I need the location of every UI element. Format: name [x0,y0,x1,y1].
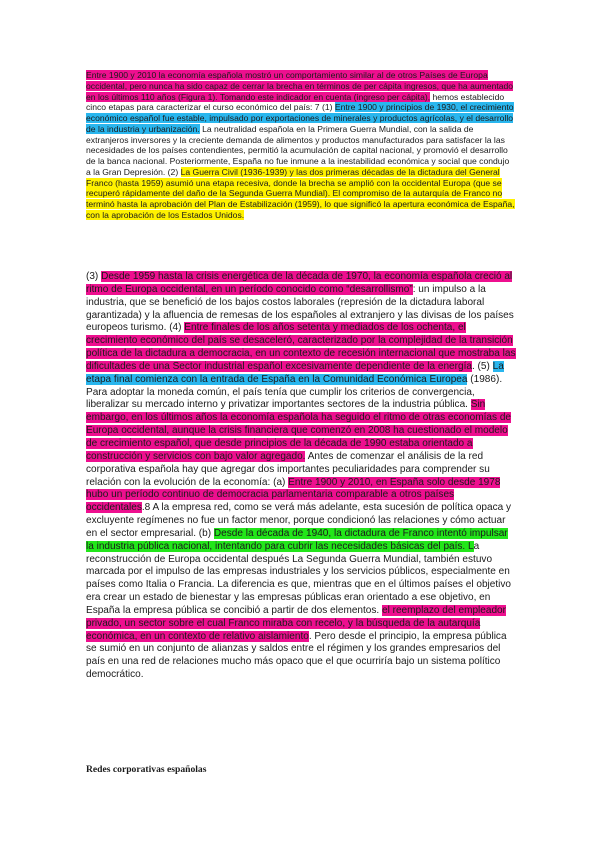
text-segment: . (5) [471,360,493,372]
highlighted-text-magenta: Sin embargo, en los últimos años la economía española ha seguido el ritmo de otras economías de Europa occidental, aunque la crisis financiera que comenzó en 2008 ha cuestionado el modelo de crecimiento español, que desde principios de la década de 1990 estaba orientado a construcción y servicios con bajo valor agregado. [86,399,512,462]
highlighted-text-magenta: Entre finales de los años setenta y mediados de los ochenta, el crecimiento económico del país se desaceleró, caracterizado por la complejidad de la transición política de la dictadura a democracia, en un contexto de recesión internacional que mostraba las dificultades de una Sector industrial español excesivamente dependiente de la energía [86,322,516,372]
highlighted-text-magenta: Desde 1959 hasta la crisis energética de la década de 1970, la economía española creció al ritmo de Europa occidental, en un período conocido como “desarrollismo” [86,271,513,295]
text-segment: (3) [86,271,102,282]
highlighted-text-magenta: el reemplazo del empleador privado, un sector sobre el cual Franco miraba con recelo, y la búsqueda de la autarquía económica, en un contexto de relativo aislamiento [86,604,506,642]
highlighted-text-green: Desde la década de 1940, la dictadura de Franco intentó impulsar la industria pública nacional, intentando para cubrir las necesidades básicas del país. L [86,527,508,552]
section-heading: Redes corporativas españolas [86,764,207,775]
text-segment: La neutralidad española en la Primera Guerra Mundial, con la salida de extranjeros inversores y la creciente demanda de alimentos y productos manufacturados para satisfacer la las necesidades de los países contendientes, permitió la acumulación de capital nacional, y promovió el desarrollo de la banca nacional. Posteriormente, España no fue inmune a la inestabilidad económica y social que condujo a la Gran Depresión. (2) [86,123,510,177]
highlighted-text-yellow: La Guerra Civil (1936-1939) y las dos primeras décadas de la dictadura del General Franco (hasta 1959) asumió una etapa recesiva, donde la brecha se amplió con la occidental Europa (que se recuperó rápidamente del daño de la Segunda Guerra Mundial). El compromiso de la autarquía de Franco no terminó hasta la aprobación del Plan de Estabilización (1959), lo que significó la apertura económica de España, con la aprobación de los Estados Unidos. [86,166,515,220]
highlighted-text-cyan: Entre 1900 y principios de 1930, el crecimiento económico español fue estable, impulsado por exportaciones de minerales y productos agrícolas, y el desarrollo de la industria y urbanización. [86,102,514,134]
text-segment: hemos establecido cinco etapas para caracterizar el curso económico del país: 7 (1) [86,91,505,113]
text-segment: : un impulso a la industria, que se benefició de los bajos costos laborales (represión de la dictadura laboral garantizada) y la afluencia de remesas de los españoles al extranjero y las divisas de los países europeos turismo. (4) [86,283,514,334]
text-segment: . Pero desde el principio, la empresa pública se sumió en un conjunto de alianzas y saldos entre el régimen y los grandes empresarios del país en una red de relaciones mucho más opaco que el que ocurriría bajo un sistema político democrático. [86,630,507,681]
highlighted-text-magenta: Entre 1900 y 2010 la economía española mostró un comportamiento similar al de otros Países de Europa occidental, pero nunca ha sido capaz de cerrar la brecha en términos de per cápita ingresos, que ha aumentado en los últimos 110 años (Figura 1). Tomando este indicador en cuenta (ingreso per cápita), [86,70,514,102]
highlighted-text-cyan: La etapa final comienza con la entrada de España en la Comunidad Económica Europea [86,360,504,385]
paragraph-2 [86,271,516,682]
text-segment: .8 A la empresa red, como se verá más adelante, esta sucesión de política opaca y excluyente regímenes no fue un factor menor, porque condicionó las relaciones y cómo actuar en el sector empresarial. (b) [86,502,512,539]
text-segment: (1986). Para adoptar la moneda común, el país tenía que cumplir los criterios de convergencia, liberalizar su mercado interno y privatizar importantes sectores de la industria pública. [86,373,503,411]
paragraph-1 [86,70,516,221]
text-segment: a reconstrucción de Europa occidental después La Segunda Guerra Mundial, también estuvo marcada por el impulso de las empresas industriales y los servicios públicos, especialmente en países como Italia o Francia. La diferencia es que, mientras que en el últimos países el objetivo era crear un estado de bienestar y las empresas públicas eran orientado a ese objetivo, en España la empresa pública se concibió a partir de dos elementos. [86,540,511,616]
text-segment: Antes de comenzar el análisis de la red corporativa española hay que agregar dos importantes peculiaridades para comprender su relación con la evolución de la economía: (a) [86,450,490,488]
highlighted-text-magenta: Entre 1900 y 2010, en España solo desde 1978 hubo un período continuo de democracia parlamentaria comparable a otros países occidentales [86,476,501,514]
